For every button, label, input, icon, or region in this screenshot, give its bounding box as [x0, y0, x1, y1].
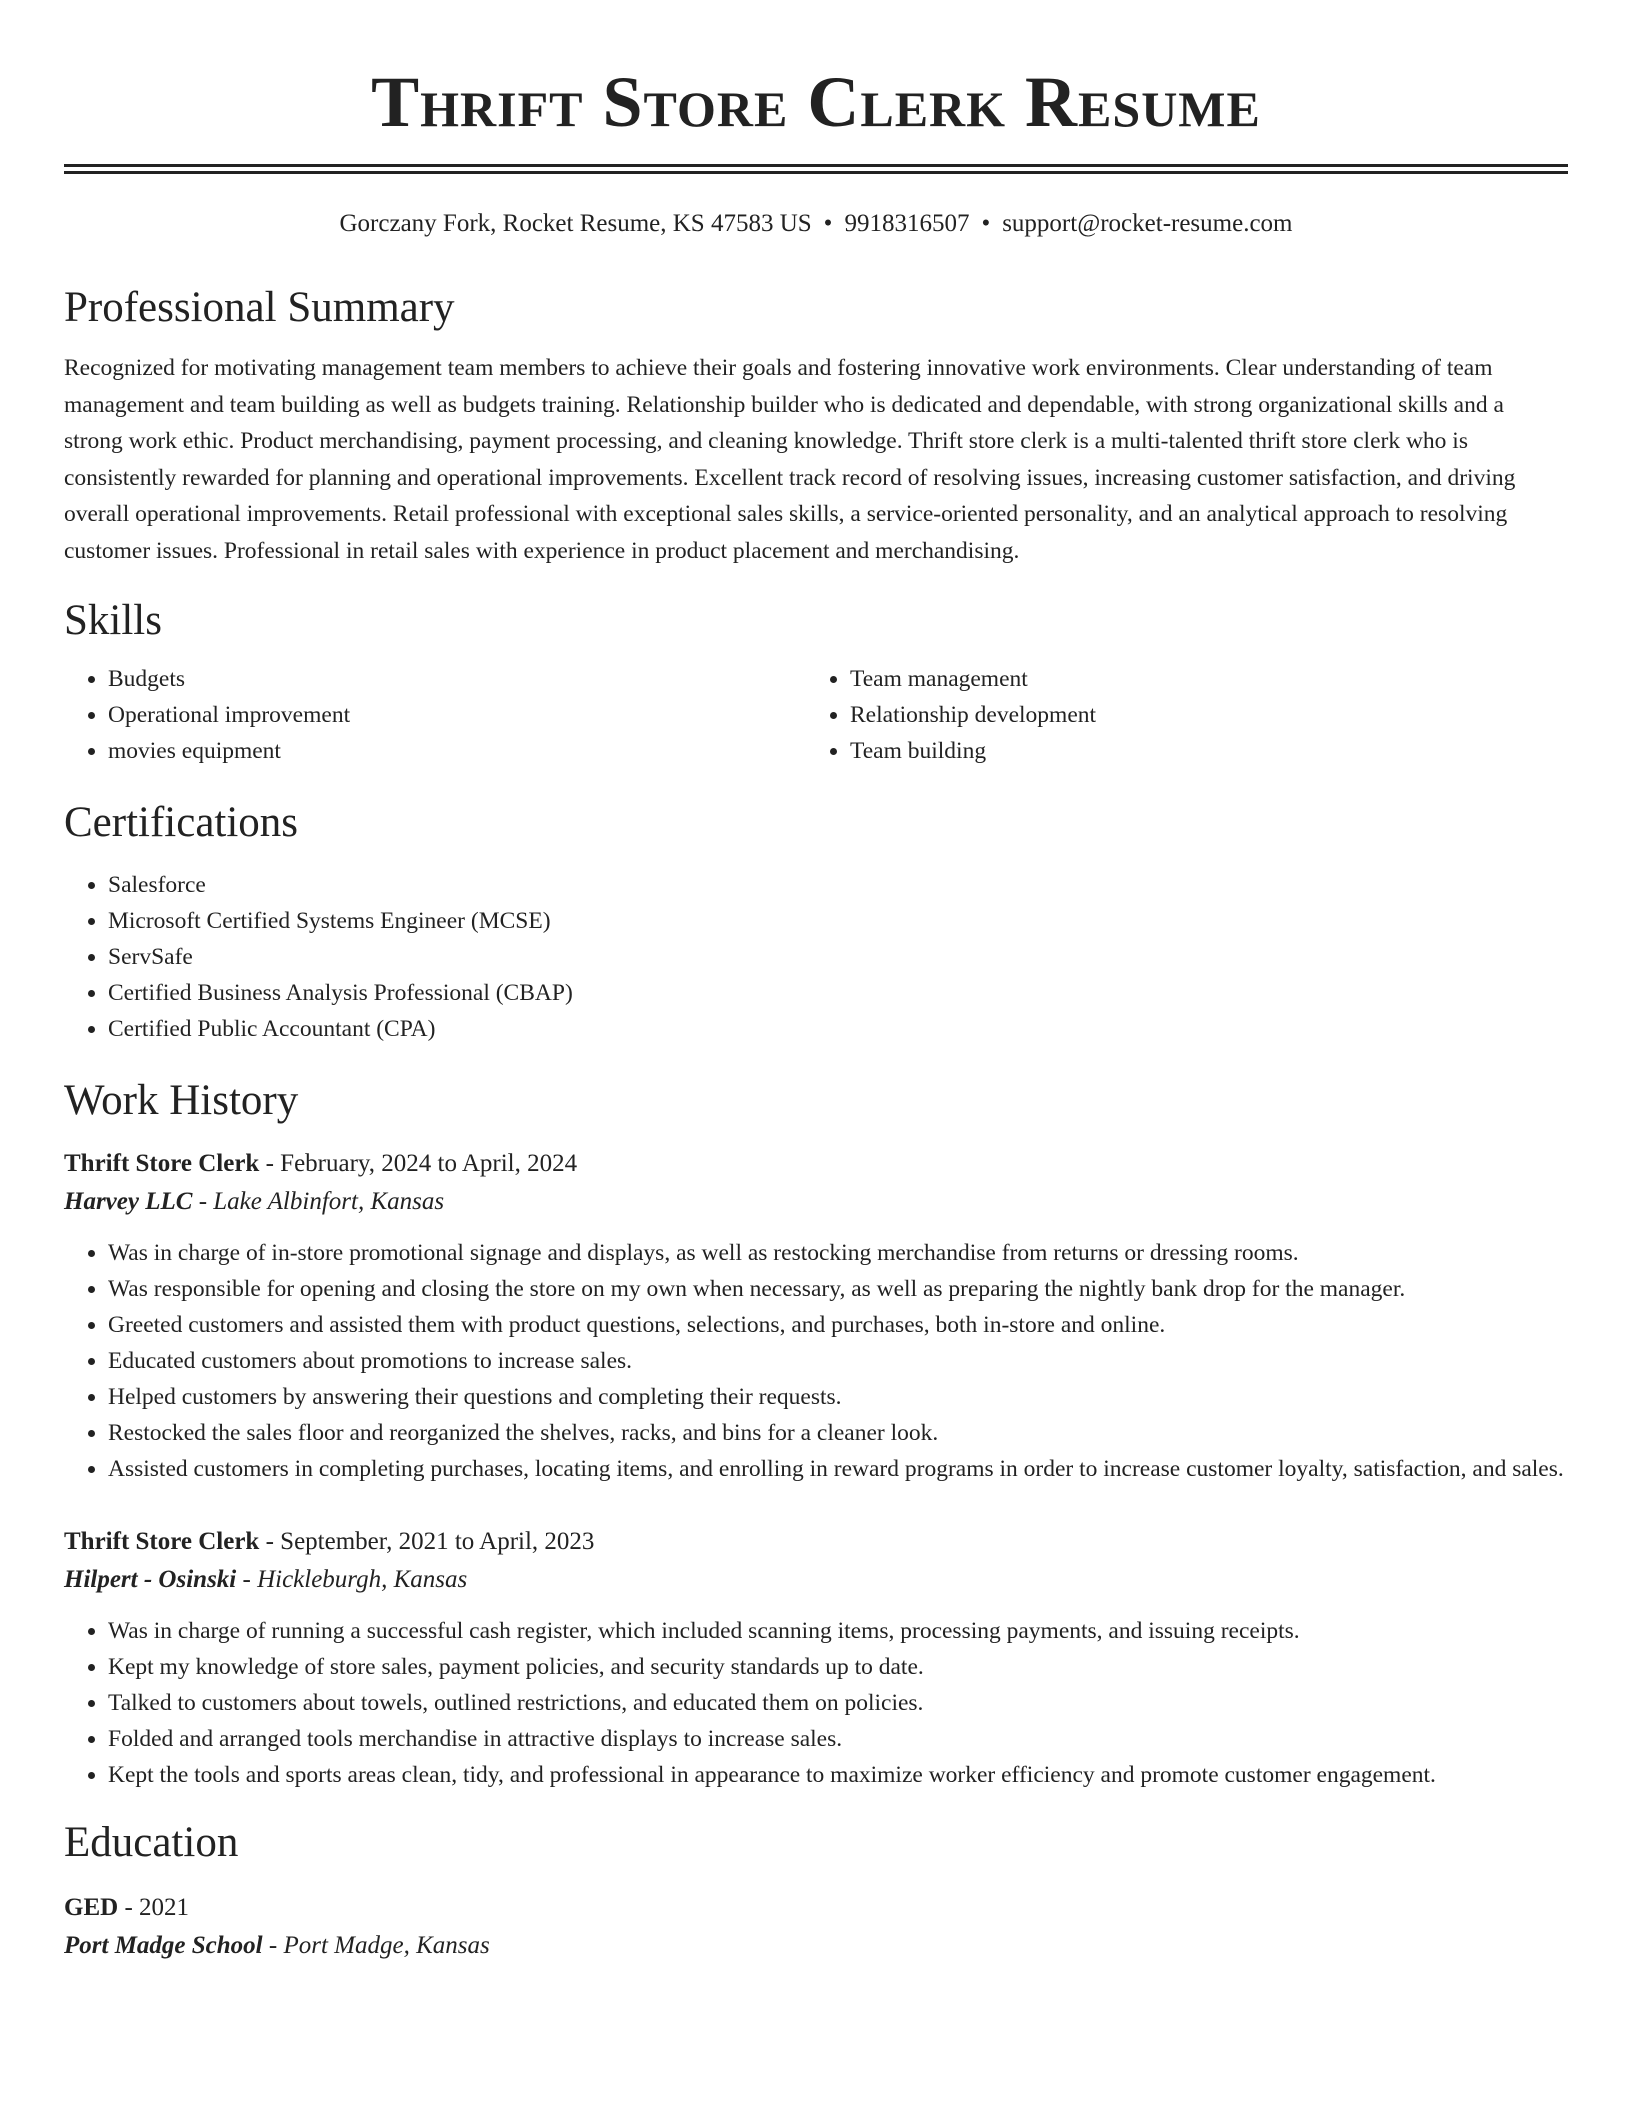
job-entry [64, 1145, 1568, 1487]
skill-item: • Team management [850, 661, 1548, 697]
summary-heading: Professional Summary [64, 284, 455, 331]
job-title-line [64, 1523, 1568, 1561]
skill-item: • Operational improvement [108, 697, 806, 733]
skills-list-right [806, 661, 1548, 769]
degree-name: GED [64, 1894, 119, 1921]
job-entry [64, 1523, 1568, 1793]
certification-item: • Certified Public Accountant (CPA) [108, 1011, 1568, 1047]
job-duties-list [64, 1235, 1568, 1487]
job-dates: - September, 2021 to April, 2023 [259, 1528, 595, 1555]
skill-item: • movies equipment [108, 733, 806, 769]
employer-location: - Lake Albinfort, Kansas [192, 1188, 445, 1215]
job-duty: • Educated customers about promotions to increase sales. [108, 1343, 1568, 1379]
skill-item: • Budgets [108, 661, 806, 697]
job-duty: • Talked to customers about towels, outlined restrictions, and educated them on policies. [108, 1685, 1568, 1721]
contact-separator: • [981, 210, 991, 237]
work-history-heading: Work History [64, 1077, 299, 1124]
skills-heading: Skills [64, 597, 162, 644]
job-role: Thrift Store Clerk [64, 1150, 260, 1177]
job-duty: • Folded and arranged tools merchandise in attractive displays to increase sales. [108, 1721, 1568, 1757]
title-divider [64, 164, 1568, 174]
degree-line [64, 1889, 1568, 1927]
job-duty: • Kept my knowledge of store sales, payment policies, and security standards up to date. [108, 1649, 1568, 1685]
job-duty: • Was in charge of in-store promotional signage and displays, as well as restocking merchandise from returns or dressing rooms. [108, 1235, 1568, 1271]
employer-name: Harvey LLC [64, 1188, 193, 1215]
job-dates: - February, 2024 to April, 2024 [259, 1150, 578, 1177]
employer-line [64, 1561, 1568, 1599]
skills-grid [64, 661, 1568, 769]
school-name: Port Madge School [64, 1932, 263, 1959]
skills-section [64, 595, 1568, 769]
job-role: Thrift Store Clerk [64, 1528, 260, 1555]
job-duty: • Assisted customers in completing purchases, locating items, and enrolling in reward programs in order to increase customer loyalty, satisfaction, and sales. [108, 1451, 1568, 1487]
school-location: - Port Madge, Kansas [262, 1932, 490, 1959]
skills-column-left [64, 661, 806, 769]
contact-address: Gorczany Fork, Rocket Resume, KS 47583 US [339, 210, 812, 237]
contact-phone: 9918316507 [844, 210, 970, 237]
contact-email: support@rocket-resume.com [1002, 210, 1293, 237]
summary-text: Recognized for motivating management team members to achieve their goals and fostering innovative work environments. Clear understanding of team management and team building as well as budgets training. Relationship builder who is dedicated and dependable, with strong organizational skills and a strong work ethic. Product merchandising, payment processing, and cleaning knowledge. Thrift store clerk is a multi-talented thrift store clerk who is consistently rewarded for planning and operational improvements. Excellent track record of resolving issues, increasing customer satisfaction, and driving overall operational improvements. Retail professional with exceptional sales skills, a service-oriented personality, and an analytical approach to resolving customer issues. Professional in retail sales with experience in product placement and merchandising. [64, 355, 1516, 564]
skills-column-right [806, 661, 1548, 769]
work-history-section [64, 1075, 1568, 1793]
job-duty: • Restocked the sales floor and reorganized the shelves, racks, and bins for a cleaner look. [108, 1415, 1568, 1451]
skill-item: • Relationship development [850, 697, 1548, 733]
job-duty: • Helped customers by answering their questions and completing their requests. [108, 1379, 1568, 1415]
employer-name: Hilpert - Osinski [64, 1566, 237, 1593]
certification-item: • ServSafe [108, 939, 1568, 975]
summary-section [64, 282, 1568, 569]
job-title-line [64, 1145, 1568, 1183]
certifications-heading: Certifications [64, 799, 299, 846]
job-duty: • Kept the tools and sports areas clean, tidy, and professional in appearance to maximize worker efficiency and promote customer engagement. [108, 1757, 1568, 1793]
job-duties-list [64, 1613, 1568, 1793]
degree-year: - 2021 [118, 1894, 190, 1921]
education-section [64, 1817, 1568, 1965]
education-entry [64, 1889, 1568, 1965]
certification-item: • Microsoft Certified Systems Engineer (MCSE) [108, 903, 1568, 939]
contact-line [64, 208, 1568, 240]
job-duty: • Was responsible for opening and closing the store on my own when necessary, as well as preparing the nightly bank drop for the manager. [108, 1271, 1568, 1307]
school-line [64, 1927, 1568, 1965]
job-duty: • Was in charge of running a successful cash register, which included scanning items, processing payments, and issuing receipts. [108, 1613, 1568, 1649]
certifications-section [64, 797, 1568, 1047]
skill-item: • Team building [850, 733, 1548, 769]
employer-line [64, 1183, 1568, 1221]
resume-title: Thrift Store Clerk Resume [371, 62, 1261, 142]
education-heading: Education [64, 1819, 239, 1866]
certification-item: • Salesforce [108, 867, 1568, 903]
skills-list-left [64, 661, 806, 769]
job-duty: • Greeted customers and assisted them with product questions, selections, and purchases, both in-store and online. [108, 1307, 1568, 1343]
certification-item: • Certified Business Analysis Professional (CBAP) [108, 975, 1568, 1011]
contact-separator: • [823, 210, 833, 237]
certifications-list [64, 867, 1568, 1047]
employer-location: - Hickleburgh, Kansas [236, 1566, 468, 1593]
